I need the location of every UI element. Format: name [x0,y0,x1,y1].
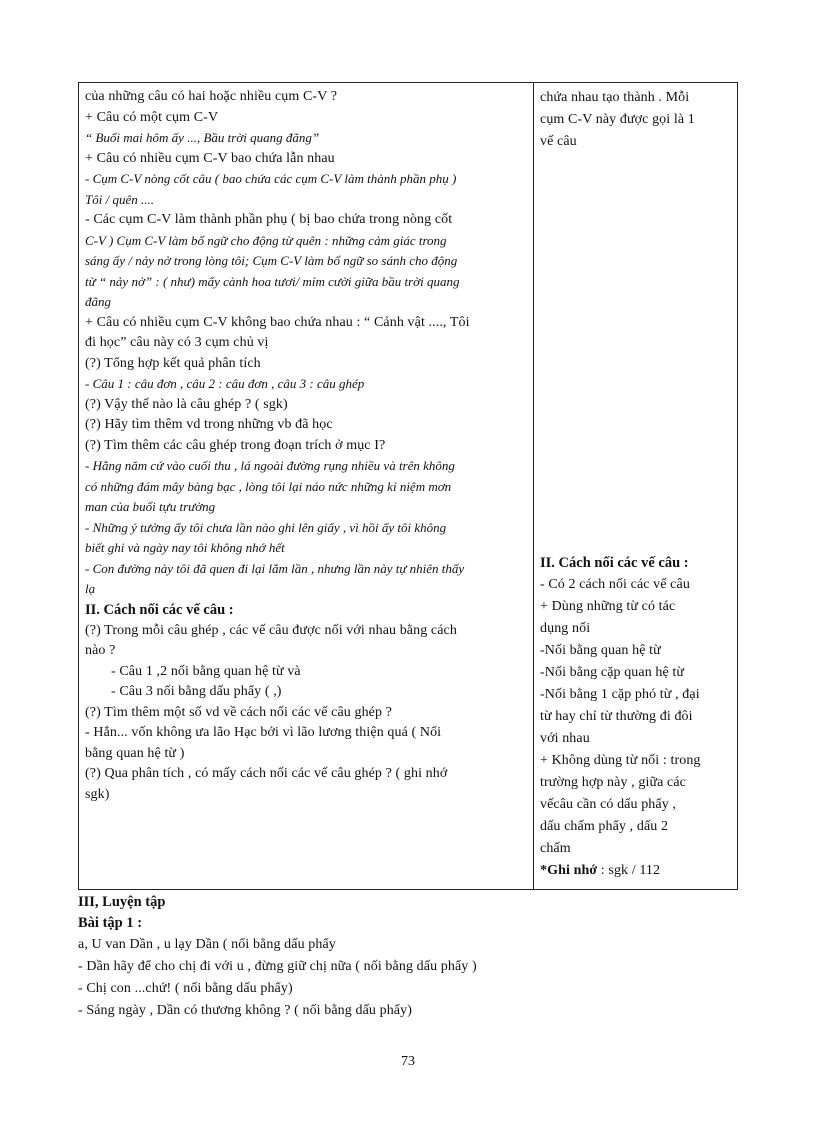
text-line: - Các cụm C-V làm thành phần phụ ( bị bao chứa trong nòng cốt [85,212,453,227]
text-line: (?) Tìm thêm một số vd về cách nối các vế câu ghép ? [85,704,392,720]
right-line: cụm C-V này được gọi là 1 [540,112,695,127]
memo-label: *Ghi nhớ [540,863,598,878]
right-lines [540,574,734,860]
text-line: man của buổi tựu trường [85,499,216,514]
text-line: lạ [85,581,96,596]
practice-section [78,892,738,1022]
text-line: + Câu có một cụm C-V [85,109,219,125]
practice-lines [78,934,738,1022]
text-line: bằng quan hệ từ ) [85,745,185,761]
text-line: - Con đường này tôi đã quen đi lại lắm lần , nhưng lần này tự nhiên thấy [85,560,465,576]
right-line: vếcâu cần có dấu phẩy , [540,797,677,812]
text-line: (?) Trong mỗi câu ghép , các vế câu được nối với nhau bằng cách [85,622,457,638]
practice-line: a, U van Dần , u lạy Dần ( nối bằng dấu phẩy [78,937,336,952]
text-line: - Những ý tưởng ấy tôi chưa lần nào ghi lên giấy , vì hồi ấy tôi không [85,519,447,535]
text-line: (?) Vậy thế nào là câu ghép ? ( sgk) [85,396,288,412]
text-line: + Câu có nhiều cụm C-V bao chứa lẫn nhau [85,150,335,166]
spacer [540,153,734,553]
right-line: từ hay chỉ từ thường đi đôi [540,709,693,724]
practice-heading: III, Luyện tập [78,894,166,910]
text-line: sáng ấy / nảy nở trong lòng tôi; Cụm C-V làm bổ ngữ so sánh cho động [85,253,458,268]
memo-line [540,860,734,882]
text-line: + Câu có nhiều cụm C-V không bao chứa nhau : “ Cảnh vật ...., Tôi [85,314,470,330]
column-divider [533,83,534,889]
text-line: - Hằng năm cứ vào cuối thu , lá ngoài đường rụng nhiều và trên không [85,458,455,473]
right-line: + Không dùng từ nối : trong [540,753,701,768]
text-line: từ “ nảy nở” : ( như) mấy cành hoa tươi/ mỉm cười giữa bầu trời quang [85,273,460,289]
section-heading-joining: II. Cách nối các vế câu : [540,555,689,571]
practice-line: - Sáng ngày , Dần có thương không ? ( nối bằng dấu phẩy) [78,1003,412,1018]
text-line: của những câu có hai hoặc nhiều cụm C-V ? [85,89,338,104]
text-line: nào ? [85,643,116,658]
right-line: - Có 2 cách nối các vế câu [540,577,690,592]
practice-line: - Chị con ...chứ! ( nối bằng dấu phẩy) [78,981,293,996]
right-line: chứa nhau tạo thành . Mỗi [540,90,690,105]
text-line: có những đám mây bàng bạc , lòng tôi lại náo nức những kỉ niệm mơn [85,478,452,494]
section-heading: II. Cách nối các vế câu : [85,601,234,618]
text-line: (?) Tìm thêm các câu ghép trong đoạn trích ở mục I? [85,437,386,453]
text-line: đi học” câu này có 3 cụm chủ vị [85,335,269,350]
right-line: -Nối bằng cặp quan hệ từ [540,665,685,680]
text-line: “ Buổi mai hôm ấy ..., Bầu trời quang đãng” [85,130,320,145]
right-line: -Nối bằng 1 cặp phó từ , đại [540,687,700,702]
right-line: chấm [540,841,571,856]
right-line: với nhau [540,731,590,746]
text-line: biết ghi và ngày nay tôi không nhớ hết [85,540,285,555]
right-line: dụng nối [540,621,591,636]
text-line: - Câu 3 nối bằng dấu phẩy ( ,) [111,684,282,699]
right-line: -Nối bằng quan hệ từ [540,643,661,658]
text-line: - Cụm C-V nòng cốt câu ( bao chứa các cụm C-V làm thành phần phụ ) [85,171,457,186]
content-column [540,87,734,882]
right-line: trường hợp này , giữa các [540,775,686,790]
text-line: (?) Hãy tìm thêm vd trong những vb đã học [85,417,333,432]
right-line: vế câu [540,134,577,149]
text-line: - Hắn... vốn không ưa lão Hạc bởi vì lão lương thiện quá ( Nối [85,725,442,740]
text-line: đãng [85,294,111,309]
text-line: (?) Tổng hợp kết quả phân tích [85,355,261,371]
text-line: - Câu 1 : câu đơn , câu 2 : câu đơn , câu 3 : câu ghép [85,376,365,391]
practice-line: - Dần hãy để cho chị đi với u , đừng giữ chị nữa ( nối bằng dấu phẩy ) [78,959,477,974]
right-line: dấu chấm phẩy , dấu 2 [540,819,669,834]
text-line: sgk) [85,786,110,802]
text-line: (?) Qua phân tích , có mấy cách nối các vế câu ghép ? ( ghi nhớ [85,766,448,781]
text-line: Tôi / quên .... [85,191,154,207]
page-number: 73 [401,1054,415,1069]
lesson-table [78,82,738,890]
text-line: C-V ) Cụm C-V làm bổ ngữ cho động từ quên : những cảm giác trong [85,232,447,248]
right-line: + Dùng những từ có tác [540,599,676,614]
exercise-title: Bài tập 1 : [78,915,143,931]
text-line: - Câu 1 ,2 nối bằng quan hệ từ và [111,663,301,679]
memo-text: : sgk / 112 [597,863,661,878]
teacher-activity-column [85,87,529,805]
